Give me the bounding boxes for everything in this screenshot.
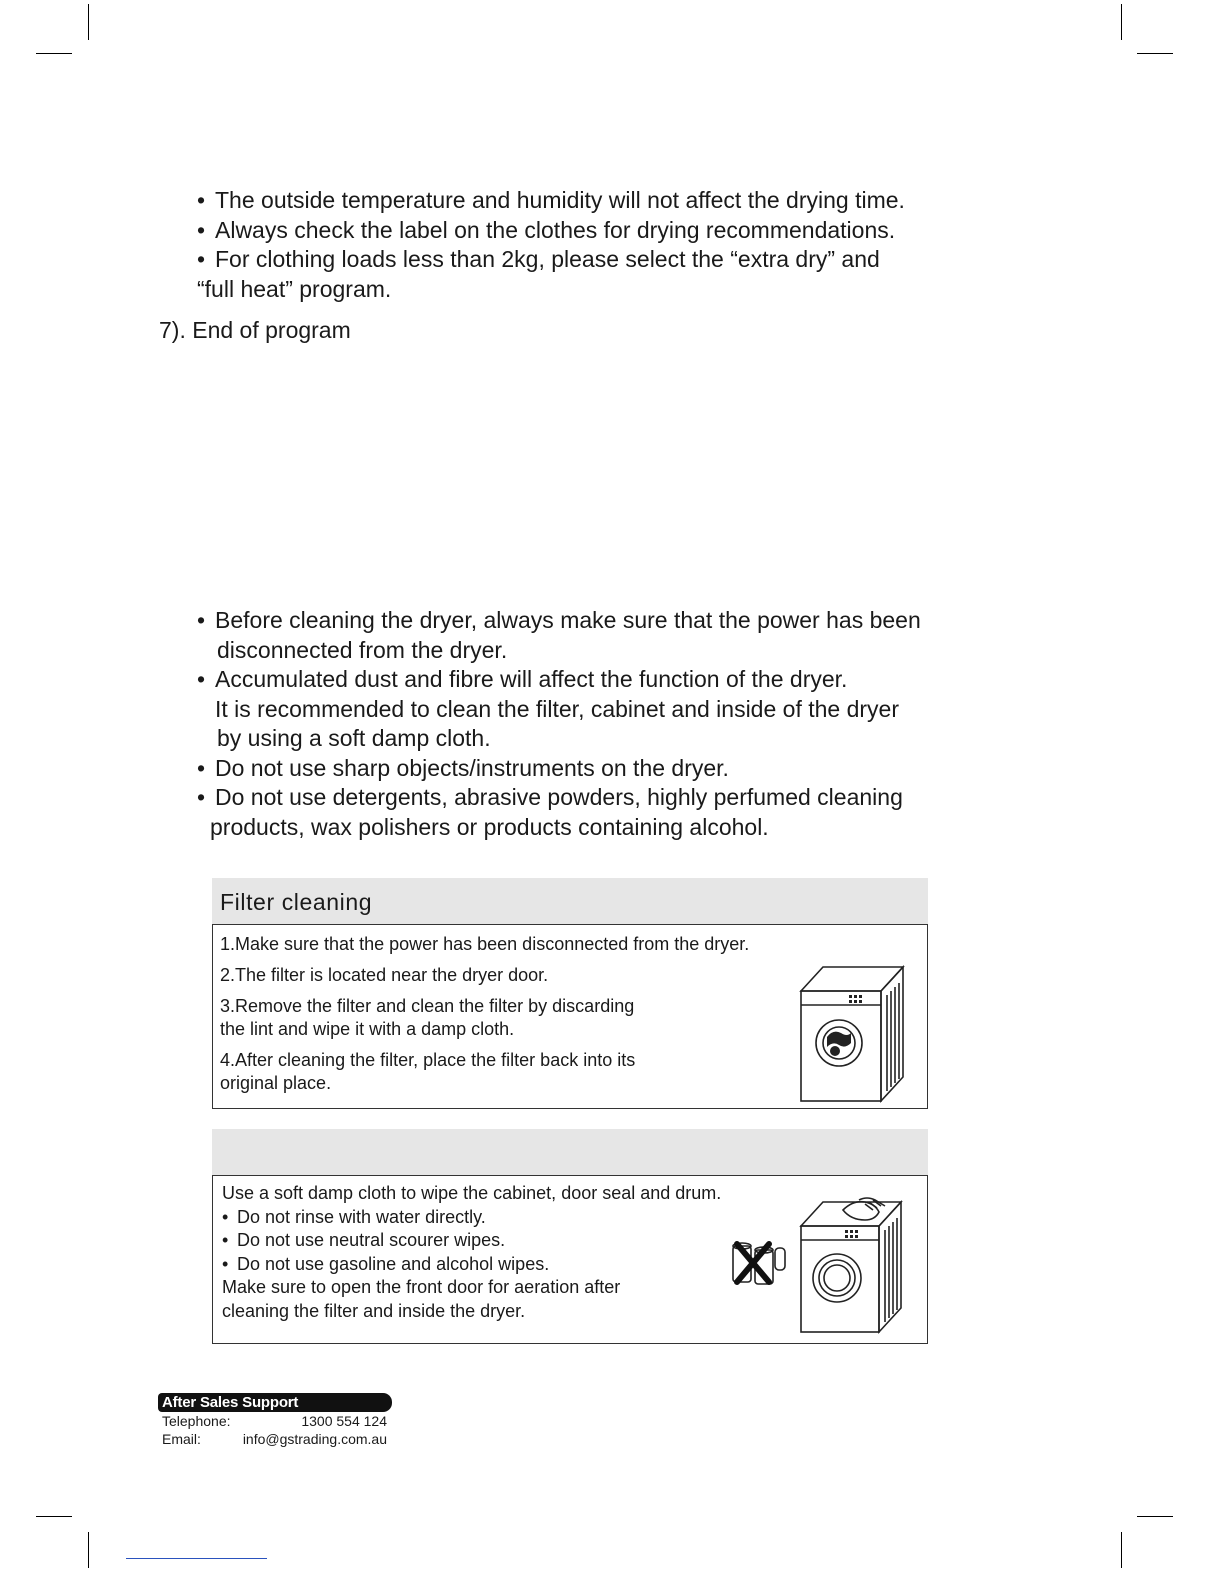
crop-mark <box>1121 4 1122 40</box>
dryer-illustration <box>799 965 919 1105</box>
crop-mark <box>1137 53 1173 54</box>
list-item-continuation: products, wax polishers or products containing alcohol. <box>210 813 769 840</box>
step <box>220 933 927 956</box>
step-text: 1.Make sure that the power has been disconnected from the dryer. <box>220 934 750 954</box>
dryer-wiping-illustration <box>799 1196 917 1336</box>
list-item: • Do not use sharp objects/instruments on the dryer. <box>197 754 1017 784</box>
cleaning-precautions-list <box>197 606 1017 842</box>
email-label: Email: <box>162 1431 201 1447</box>
step-text: original place. <box>220 1073 332 1093</box>
list-item: • Do not use detergents, abrasive powders, highly perfumed cleaning <box>197 783 1017 813</box>
list-item: • For clothing loads less than 2kg, please select the “extra dry” and <box>197 245 1017 275</box>
intro-text: Use a soft damp cloth to wipe the cabinet, door seal and drum. <box>222 1183 722 1203</box>
crop-mark <box>36 1516 72 1517</box>
after-sales-support <box>158 1393 392 1448</box>
crop-mark <box>1121 1532 1122 1568</box>
list-item-continuation: It is recommended to clean the filter, cabinet and inside of the dryer <box>215 695 899 722</box>
crop-mark <box>36 53 72 54</box>
list-item: • Always check the label on the clothes for drying recommendations. <box>197 216 1017 246</box>
email-value: info@gstrading.com.au <box>242 1431 387 1447</box>
support-heading: After Sales Support <box>158 1393 392 1412</box>
list-item-continuation: disconnected from the dryer. <box>217 636 508 663</box>
box-title <box>212 1129 928 1175</box>
step-text: the lint and wipe it with a damp cloth. <box>220 1019 515 1039</box>
list-item: • Do not rinse with water directly. <box>222 1206 927 1230</box>
crop-mark <box>88 1532 89 1568</box>
list-item: • Before cleaning the dryer, always make sure that the power has been <box>197 606 1017 636</box>
footer-link-underline <box>126 1558 267 1559</box>
filter-cleaning-box <box>212 878 928 1109</box>
email-row <box>158 1430 392 1448</box>
telephone-row <box>158 1412 392 1430</box>
step-text: 4.After cleaning the filter, place the filter back into its <box>220 1050 636 1070</box>
outro-text: cleaning the filter and inside the dryer. <box>222 1300 526 1321</box>
box-body <box>212 924 928 1109</box>
list-item-continuation: “full heat” program. <box>197 275 392 302</box>
step-text: 2.The filter is located near the dryer door. <box>220 965 549 985</box>
box-body <box>212 1175 928 1344</box>
step-text: 3.Remove the filter and clean the filter by discarding <box>220 996 635 1016</box>
cabinet-cleaning-box <box>212 1129 928 1344</box>
telephone-value: 1300 554 124 <box>301 1413 387 1429</box>
list-item: • The outside temperature and humidity will not affect the drying time. <box>197 186 1017 216</box>
outro-text: Make sure to open the front door for aeration after <box>222 1277 621 1297</box>
list-item: • Accumulated dust and fibre will affect the function of the dryer. <box>197 665 1017 695</box>
telephone-label: Telephone: <box>162 1413 231 1429</box>
list-item-continuation: by using a soft damp cloth. <box>217 725 491 751</box>
section-heading: 7). End of program <box>159 317 351 343</box>
crop-mark <box>88 4 89 40</box>
crop-mark <box>1137 1516 1173 1517</box>
list-item: • Do not use neutral scourer wipes. <box>222 1229 927 1253</box>
list-item: • Do not use gasoline and alcohol wipes. <box>222 1253 927 1277</box>
no-chemicals-icon <box>725 1236 787 1296</box>
drying-tips-list <box>197 186 1017 304</box>
box-title: Filter cleaning <box>212 878 928 924</box>
